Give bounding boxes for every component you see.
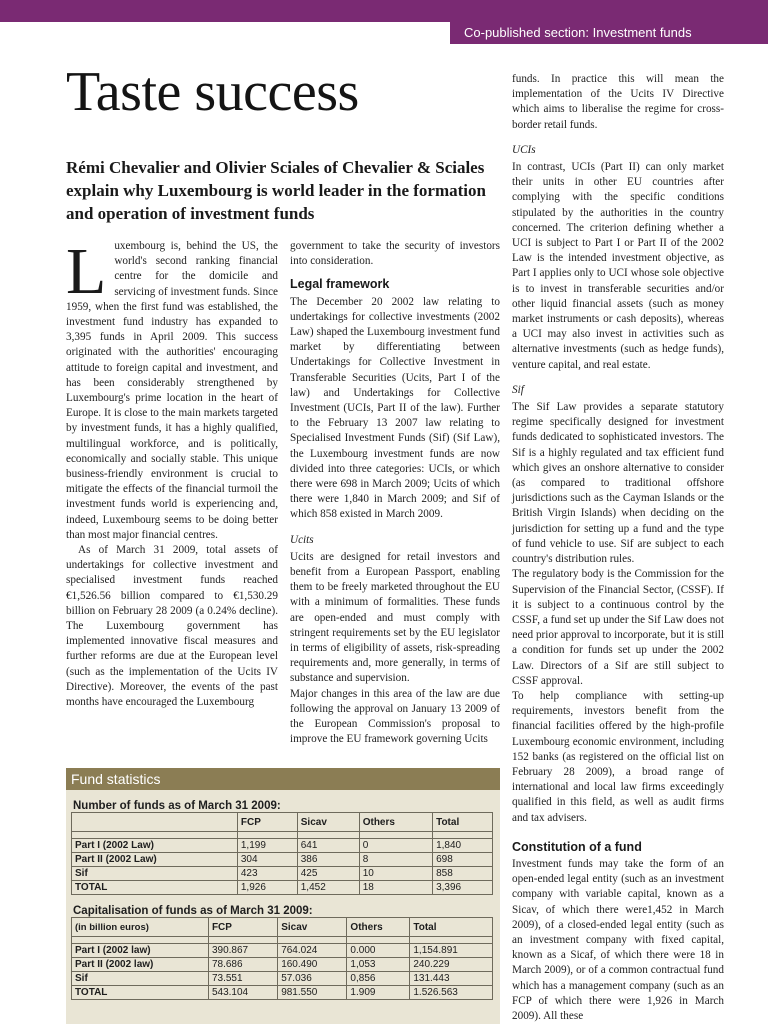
table-cell: 18 xyxy=(359,881,432,895)
table-cell: 390.867 xyxy=(208,944,277,958)
table-cell: Sif xyxy=(72,972,209,986)
article-title: Taste success xyxy=(66,61,359,123)
table-row xyxy=(72,986,493,1000)
table-row xyxy=(72,944,493,958)
column-header: Sicav xyxy=(297,813,359,832)
standfirst: Rémi Chevalier and Olivier Sciales of Chevalier & Sciales explain why Luxembourg is world leader in the formation and operation of investment funds xyxy=(66,158,486,223)
table-cell: 0.000 xyxy=(347,944,410,958)
table-cell: 160.490 xyxy=(278,958,347,972)
table-cell: 425 xyxy=(297,867,359,881)
column-header: Others xyxy=(359,813,432,832)
table-cell: 1,452 xyxy=(297,881,359,895)
paragraph: The December 20 2002 law relating to undertakings for collective investments (2002 Law) shaped the Luxembourg investment fund market by differentiating between Undertakings for Collective Investment in Transferable Securities (Ucits, Part I of the law) and Undertakings for Collective Investment (UCIs, Part II of the law). Further to the February 13 2007 law relating to Specialised Investment Funds (Sif) (Sif Law), the Luxembourg investment funds are now divided into three categories: UCIs, or which there were 698 in March 2009; Ucits of which there were 1,840 in March 2009; and Sif of which 858 existed in March 2009. xyxy=(290,295,500,521)
table-caption: Number of funds as of March 31 2009: xyxy=(73,800,281,812)
table-cell: Part II (2002 Law) xyxy=(72,853,238,867)
table-cell: 1,053 xyxy=(347,958,410,972)
table-cell: 10 xyxy=(359,867,432,881)
column-header: FCP xyxy=(237,813,297,832)
table-cell: Part II (2002 law) xyxy=(72,958,209,972)
table-cell: 0 xyxy=(359,839,432,853)
table-cell: 858 xyxy=(433,867,493,881)
table-row xyxy=(72,972,493,986)
table-cell: 73.551 xyxy=(208,972,277,986)
column-2 xyxy=(290,239,500,748)
paragraph: The Sif Law provides a separate statutory regime specifically designed for investment funds dedicated to sophisticated investors. The Sif is a highly regulated and tax efficient fund which gives an onshore alternative to consider (as compared to traditional offshore jurisdictions such as the Cayman Islands or the British Virgin Islands) when deciding on the jurisdiction for setting up a fund and the type of fund vehicle to use. Sif are subject to each country's distribution rules. xyxy=(512,401,724,566)
unit-label: (in billion euros) xyxy=(72,918,209,937)
table-cell: 3,396 xyxy=(433,881,493,895)
section-label: Co-published section: Investment funds xyxy=(450,22,768,44)
paragraph: Major changes in this area of the law are due following the approval on January 13 2009 of the European Commission's proposal to improve the EU framework governing Ucits xyxy=(290,687,500,746)
table-cell: 304 xyxy=(237,853,297,867)
table-row xyxy=(72,853,493,867)
table-cell: 240.229 xyxy=(410,958,493,972)
paragraph: Ucits are designed for retail investors and benefit from a European Passport, enabling them to be freely marketed throughout the EU with a minimum of formalities. These funds are open-ended and must comply with stringent requirements set by the EU legislator in terms of eligibility of assets, risk-spreading requirements and, more generally, in terms of substance and supervision. xyxy=(290,550,500,685)
table-cell: Sif xyxy=(72,867,238,881)
table-cell: 78.686 xyxy=(208,958,277,972)
table-cell: 423 xyxy=(237,867,297,881)
subheading-ucis: UCIs xyxy=(512,143,536,156)
subheading-ucits: Ucits xyxy=(290,533,314,546)
table-cell: 698 xyxy=(433,853,493,867)
column-1 xyxy=(66,235,278,710)
table-row xyxy=(72,958,493,972)
table-cell: 981.550 xyxy=(278,986,347,1000)
column-header: Sicav xyxy=(278,918,347,937)
column-header: Total xyxy=(410,918,493,937)
table-row xyxy=(72,867,493,881)
subheading-sif: Sif xyxy=(512,383,524,396)
column-3 xyxy=(512,72,724,1024)
table-cell: 1.909 xyxy=(347,986,410,1000)
table-cell: Part I (2002 Law) xyxy=(72,839,238,853)
fund-statistics-box xyxy=(66,768,500,1024)
table-row xyxy=(72,881,493,895)
table-cell: 1,199 xyxy=(237,839,297,853)
paragraph: In contrast, UCIs (Part II) can only market their units in other EU countries after complying with the specific conditions stipulated by the authorities in the country concerned. The criterion defining whether a UCI is subject to Part I or Part II of the 2002 Law is the intended investment objective, as Part I applies only to UCI whose sole objective is to invest in transferable securities and/or other liquid financial assets (such as money market instruments or cash deposits), whereas a UCI may also invest in activities such as alternative investments (such as hedge funds), venture capital, and real estate. xyxy=(512,161,724,371)
paragraph: uxembourg is, behind the US, the world's second ranking financial centre for the domicile and servicing of investment funds. Since 1959, when the first fund was established, the investment fund industry has expanded to 3,395 funds in April 2009. This success originated with the authorities' encouraging attitude to foreign capital and investment, and has been considerably strengthened by Luxembourg's prime location in the heart of Europe. It is close to the main markets targeted by investment funds, it has a highly qualified, multilingual workforce, and is politically, economically and socially stable. This unique business-friendly environment is crucial to mitigate the effects of the financial turmoil the investment funds world is experiencing and, indeed, Luxembourg seems to be doing better than most major financial centres. xyxy=(66,240,278,541)
table-cell: 386 xyxy=(297,853,359,867)
fund-statistics-title: Fund statistics xyxy=(66,768,500,790)
table-cell: 1,840 xyxy=(433,839,493,853)
paragraph: As of March 31 2009, total assets of undertakings for collective investment and specialised investment funds reached €1,526.56 billion compared to €1,530.29 billion on February 28 2009 (a 0.24% decline). The Luxembourg government has implemented innovative fiscal measures and further reforms are due at the European level (such as the implementation of the Ucits IV Directive). Moreover, the events of the past months have encouraged the Luxembourg xyxy=(66,544,278,709)
capitalisation-table xyxy=(71,917,493,1000)
table-cell: 1,926 xyxy=(237,881,297,895)
table-cell: 764.024 xyxy=(278,944,347,958)
number-of-funds-table xyxy=(71,812,493,895)
drop-cap: L xyxy=(66,235,107,308)
paragraph: government to take the security of investors into consideration. xyxy=(290,240,500,268)
table-cell: 641 xyxy=(297,839,359,853)
table-cell: TOTAL xyxy=(72,881,238,895)
subheading-constitution: Constitution of a fund xyxy=(512,839,642,854)
table-cell: TOTAL xyxy=(72,986,209,1000)
table-row xyxy=(72,839,493,853)
table-caption: Capitalisation of funds as of March 31 2009: xyxy=(73,905,313,917)
table-cell: 1.526.563 xyxy=(410,986,493,1000)
column-header: Total xyxy=(433,813,493,832)
table-cell: Part I (2002 law) xyxy=(72,944,209,958)
table-cell: 57.036 xyxy=(278,972,347,986)
paragraph: Investment funds may take the form of an open-ended legal entity (such as an investment company with variable capital, known as a Sicav, of which there were1,452 in March 2009), of a closed-ended legal entity (such as an investment company with fixed capital, known as a Sicaf, of which there were 18 in March 2009), or of a common contractual fund which has a management company (such as an FCP of which there were 1,926 in March 2009). All these xyxy=(512,857,724,1022)
table-cell: 8 xyxy=(359,853,432,867)
paragraph: funds. In practice this will mean the implementation of the Ucits IV Directive which aims to liberalise the regime for cross-border retail funds. xyxy=(512,73,724,131)
table-cell: 131.443 xyxy=(410,972,493,986)
subheading-legal-framework: Legal framework xyxy=(290,277,390,292)
column-header: FCP xyxy=(208,918,277,937)
header-banner xyxy=(0,0,768,22)
paragraph: To help compliance with setting-up requirements, investors benefit from the financial facilities offered by the high-profile Luxembourg economic environment, including 152 banks (as registered on the official list on February 28 2009), a broad range of international and local law firms exceedingly qualified in this field, as well as audit firms and tax advisers. xyxy=(512,689,724,824)
column-header xyxy=(72,813,238,832)
table-cell: 1,154.891 xyxy=(410,944,493,958)
paragraph: The regulatory body is the Commission for the Supervision of the Financial Sector, (CSSF). If it is subject to a continuous control by the CSSF, a fund set up under the Sif Law does not need prior approval to incorporate, but it is still a condition for funds set up under the 2002 Law. Directors of a Sif are still subject to CSSF approval. xyxy=(512,568,724,687)
table-cell: 543.104 xyxy=(208,986,277,1000)
column-header: Others xyxy=(347,918,410,937)
table-cell: 0,856 xyxy=(347,972,410,986)
